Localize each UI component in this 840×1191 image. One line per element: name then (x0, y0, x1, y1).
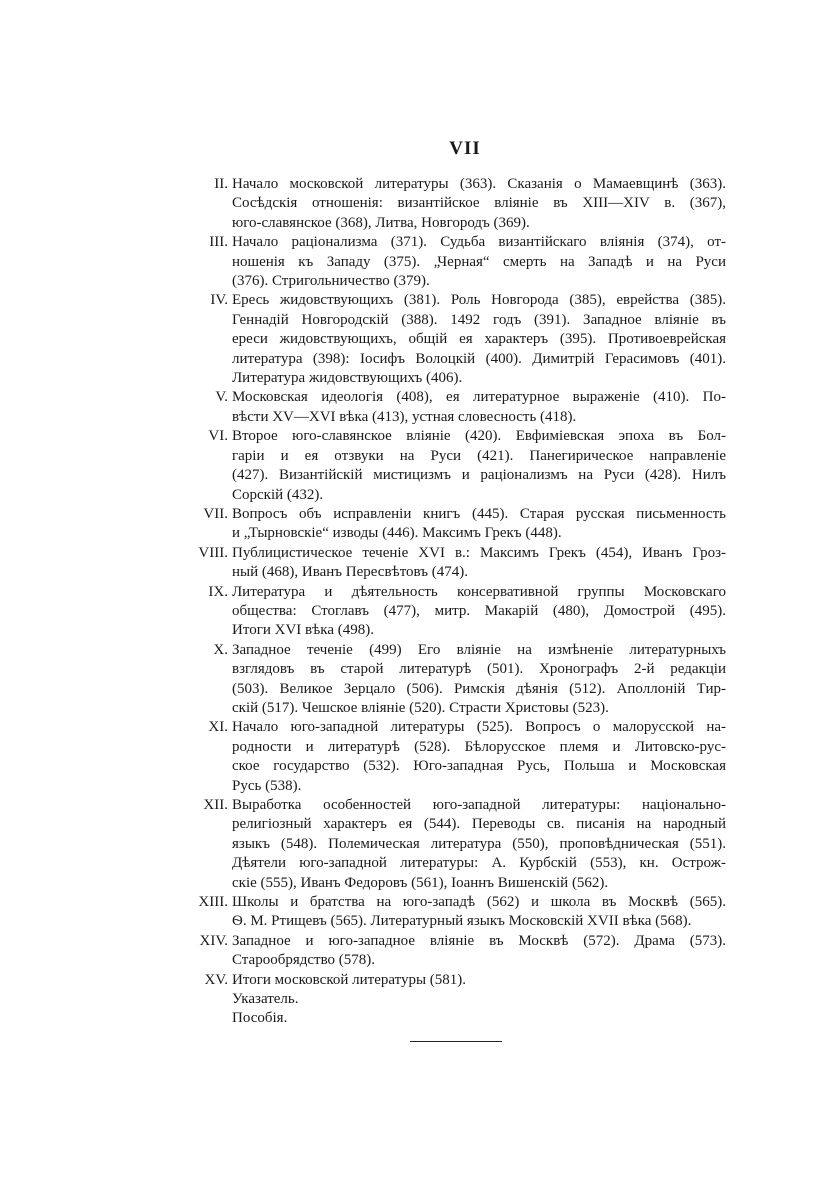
end-rule (410, 1041, 502, 1042)
entry-line: вѣсти XV—XVI вѣка (413), устная словесность (418). (232, 408, 577, 425)
entry-line: Московская идеологія (408), ея литературное выраженіе (410). По- (232, 389, 726, 406)
entry-line: религіозный характеръ ея (544). Переводы св. писанія на народный (232, 816, 726, 833)
chapter-number: V. (215, 389, 228, 406)
toc-entry (186, 388, 726, 427)
entry-line: скій (517). Чешское вліяніе (520). Страсти Христовы (523). (232, 699, 609, 716)
chapter-number: XIII. (198, 894, 228, 911)
entry-line: Итоги московской литературы (581). (232, 971, 467, 988)
chapter-number: XIV. (199, 932, 228, 949)
chapter-number: XV. (204, 971, 228, 988)
page-number: VII (449, 138, 481, 159)
toc-entry (186, 175, 726, 233)
chapter-number: II. (214, 176, 228, 192)
chapter-number: VIII. (198, 544, 228, 561)
toc-entry (186, 233, 726, 291)
toc-entry (186, 544, 726, 583)
entry-line: ское государство (532). Юго-западная Русь, Польша и Московская (232, 758, 726, 775)
entry-line: Дѣятели юго-западной литературы: А. Курбскій (553), кн. Острож- (232, 855, 726, 872)
toc-entry (186, 505, 726, 544)
chapter-number: X. (213, 641, 228, 658)
toc-entry (186, 893, 726, 932)
entry-line: Начало юго-западной литературы (525). Вопросъ о малорусской на- (232, 719, 726, 736)
chapter-number: IV. (210, 292, 228, 309)
entry-line: общества: Стоглавъ (477), митр. Макарій (480), Домострой (495). (232, 602, 726, 619)
entry-line: родности и литературѣ (528). Бѣлорусское племя и Литовско-рус- (232, 738, 726, 755)
entry-line: Русь (538). (232, 777, 302, 794)
entry-line: Геннадій Новгородскій (388). 1492 годъ (391). Западное вліяніе въ (232, 311, 726, 328)
entry-line: Публицистическое теченіе XVI в.: Максимъ Грекъ (454), Иванъ Гроз- (232, 544, 726, 561)
entry-line: скіе (555), Иванъ Федоровъ (561), Іоаннъ Вишенскій (562). (232, 874, 609, 891)
chapter-number: IX. (208, 583, 228, 600)
toc-entry (186, 641, 726, 719)
toc-entry (186, 427, 726, 505)
entry-line: Выработка особенностей юго-западной литературы: національно- (232, 797, 726, 813)
table-of-contents (186, 175, 726, 1029)
entry-line: языкъ (548). Полемическая литература (550), проповѣдническая (551). (232, 835, 726, 852)
entry-line: ереси жидовствующихъ, общій ея характеръ (395). Противоеврейская (232, 331, 726, 348)
entry-line: Второе юго-славянское вліяніе (420). Евфиміевская эпоха въ Бол- (232, 428, 726, 445)
toc-entry (186, 291, 726, 388)
entry-line: взглядовъ въ старой литературѣ (501). Хронографъ 2-й редакціи (232, 661, 726, 678)
chapter-number: VI. (208, 428, 228, 445)
entry-line: Старообрядство (578). (232, 952, 376, 969)
entry-line: юго-славянское (368), Литва, Новгородъ (369). (232, 214, 530, 231)
chapter-number: III. (209, 234, 228, 251)
entry-line: Западное и юго-западное вліяніе въ Москвѣ (572). Драма (573). (232, 932, 726, 949)
index-entry: Указатель. (232, 991, 299, 1008)
entry-line: Ѳ. М. Ртищевъ (565). Литературный языкъ Московскій XVII вѣка (568). (232, 913, 692, 930)
entry-line: (376). Стригольничество (379). (232, 273, 430, 290)
toc-entry (186, 583, 726, 641)
entry-line: (503). Великое Зерцало (506). Римскія дѣянія (512). Аполлоній Тир- (232, 680, 726, 697)
chapter-number: XI. (208, 719, 228, 736)
entry-line: ный (468), Иванъ Пересвѣтовъ (474). (232, 564, 469, 581)
entry-line: Ересь жидовствующихъ (381). Роль Новгорода (385), еврейства (385). (232, 292, 726, 309)
entry-line: Сосѣдскія отношенія: византійское вліяніе въ XIII—XIV в. (367), (232, 195, 726, 212)
entry-line: (427). Византійскій мистицизмъ и раціонализмъ на Руси (428). Нилъ (232, 467, 726, 484)
entry-line: Литература жидовствующихъ (406). (232, 370, 463, 387)
entry-line: гаріи и ея отзвуки на Руси (421). Панегирическое направленіе (232, 447, 726, 464)
chapter-number: XII. (203, 797, 228, 813)
toc-entry (186, 971, 726, 990)
entry-line: литература (398): Іосифъ Волоцкій (400). Димитрій Герасимовъ (401). (232, 350, 726, 367)
entry-line: Вопросъ объ исправленіи книгъ (445). Старая русская письменность (232, 505, 726, 522)
entry-line: Итоги XVI вѣка (498). (232, 622, 374, 639)
entry-line: и „Тырновскіе“ изводы (446). Максимъ Грекъ (448). (232, 525, 562, 542)
entry-line: Сорскій (432). (232, 486, 324, 503)
chapter-number: VII. (203, 505, 228, 522)
aids-entry: Пособія. (232, 1010, 288, 1027)
entry-line: Западное теченіе (499) Его вліяніе на измѣненіе литературныхъ (232, 641, 726, 658)
entry-line: ношенія къ Западу (375). „Черная“ смерть на Западѣ и на Руси (232, 253, 726, 270)
entry-line: Начало раціонализма (371). Судьба византійскаго вліянія (374), от- (232, 234, 726, 251)
entry-line: Начало московской литературы (363). Сказанія о Мамаевщинѣ (363). (232, 176, 726, 192)
entry-line: Литература и дѣятельность консервативной группы Московскаго (232, 583, 726, 600)
entry-line: Школы и братства на юго-западѣ (562) и школа въ Москвѣ (565). (232, 894, 726, 911)
toc-entry (186, 932, 726, 971)
toc-entry (186, 718, 726, 796)
toc-entry (186, 796, 726, 893)
